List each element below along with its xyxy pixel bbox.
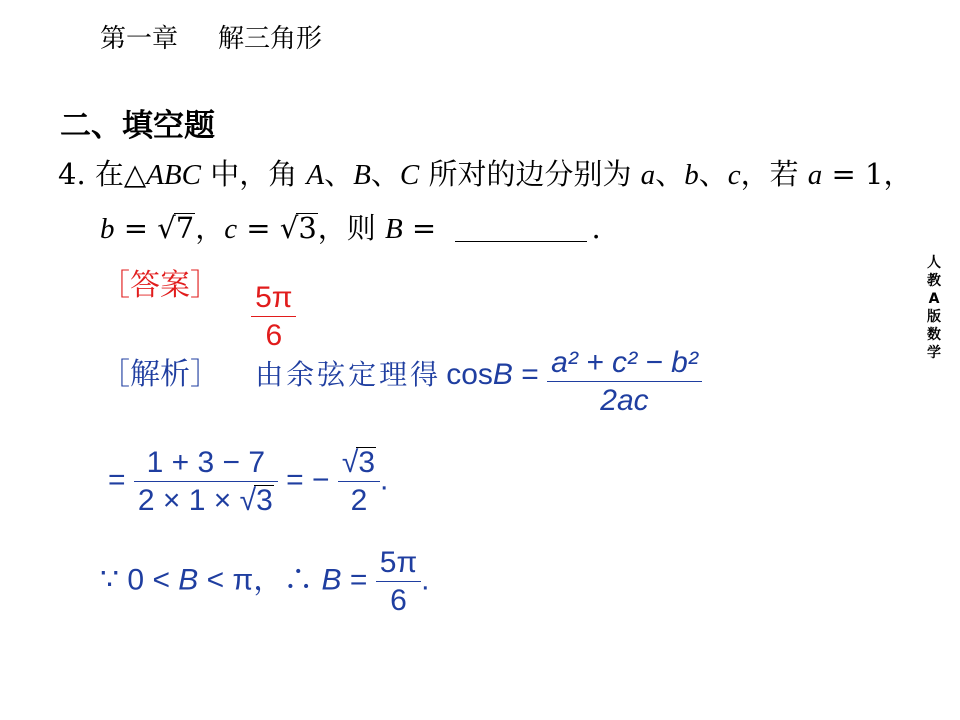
question-line-1 — [58, 152, 912, 193]
fraction-bar — [376, 581, 421, 582]
var: A — [306, 159, 325, 191]
analysis-line-1 — [100, 346, 702, 417]
var: B — [492, 358, 513, 391]
text: = — [237, 211, 280, 245]
fraction-denominator: 2 — [350, 484, 368, 517]
side-char: 版 — [927, 309, 941, 325]
var: a — [640, 159, 656, 191]
text: = — [512, 358, 548, 391]
text: = 1， — [822, 157, 913, 191]
text: 、 — [655, 157, 685, 191]
text: = — [114, 211, 158, 245]
text: ，则 — [317, 211, 385, 245]
text: ∵ 0 < — [100, 563, 179, 597]
section-title: 二、填空题 — [60, 108, 215, 144]
text: . — [591, 211, 601, 245]
analysis-label: ［解析］ — [100, 357, 220, 392]
final-fraction — [376, 546, 421, 617]
text: 、 — [370, 157, 400, 191]
text: . — [421, 563, 430, 597]
side-label — [926, 254, 942, 362]
fraction-numerator: 1 + 3 − 7 — [146, 446, 266, 479]
cosine-fraction — [547, 346, 702, 417]
side-char: A — [928, 291, 940, 307]
answer-block — [100, 260, 296, 352]
radicand: 3 — [358, 446, 375, 479]
chapter-header — [100, 18, 322, 55]
text: ，若 — [740, 157, 808, 191]
cos-expression — [446, 358, 547, 391]
text: 、 — [324, 157, 354, 191]
answer-fraction — [251, 281, 296, 352]
var: B — [384, 213, 403, 245]
text: . — [380, 463, 389, 497]
fraction-numerator: 5π — [255, 281, 293, 314]
text: 所对的边分别为 — [419, 157, 641, 191]
var: c — [224, 213, 238, 245]
cos: cos — [446, 358, 493, 391]
radicand: 3 — [256, 484, 273, 517]
result-fraction — [338, 446, 380, 517]
var: b — [684, 159, 699, 191]
analysis-text: 由余弦定理得 — [255, 358, 442, 391]
fraction-bar — [134, 481, 278, 482]
fraction-numerator: a² + c² − b² — [551, 346, 698, 379]
side-char: 数 — [927, 327, 941, 343]
text: = — [341, 563, 376, 597]
fraction-denominator: 6 — [390, 584, 407, 617]
side-char: 教 — [927, 273, 941, 289]
text: = − — [286, 463, 338, 497]
text: 、 — [698, 157, 728, 191]
var: C — [399, 159, 420, 191]
analysis-line-2 — [108, 446, 388, 517]
text: < π，∴ — [198, 563, 322, 597]
text: 中，角 — [200, 157, 307, 191]
text: 在△ — [94, 157, 147, 191]
text: ， — [195, 211, 225, 245]
fraction-bar — [251, 316, 296, 317]
var: c — [727, 159, 741, 191]
answer-label: ［答案］ — [100, 268, 220, 303]
side-char: 学 — [927, 345, 941, 361]
chapter-title: 解三角形 — [218, 24, 323, 54]
fraction-numerator: 5π — [379, 546, 418, 579]
side-char: 人 — [927, 255, 941, 271]
answer-blank — [455, 215, 587, 242]
text: 2 × 1 × — [137, 484, 240, 517]
triangle-name: ABC — [146, 159, 201, 191]
fraction-denominator: 6 — [265, 319, 283, 352]
fraction-denominator: 2ac — [600, 384, 649, 417]
text: = — [108, 463, 126, 497]
var: B — [321, 563, 342, 597]
chapter-number: 第一章 — [100, 24, 179, 54]
var: a — [807, 159, 823, 191]
fraction-denominator: 2 × 1 × √3 — [137, 484, 273, 517]
var: B — [178, 563, 199, 597]
numeric-fraction — [134, 446, 278, 517]
fraction-bar — [338, 481, 380, 482]
text: = — [402, 211, 446, 245]
var: B — [353, 159, 371, 191]
var: b — [100, 213, 115, 245]
question-line-2: b = √7，c = √3，则 B = . — [100, 211, 601, 245]
fraction-numerator: √3 — [341, 446, 375, 479]
question-number: 4. — [58, 157, 86, 191]
analysis-line-3 — [100, 546, 430, 617]
radicand: 3 — [298, 211, 317, 245]
radicand: 7 — [175, 211, 195, 245]
fraction-bar — [547, 381, 702, 382]
